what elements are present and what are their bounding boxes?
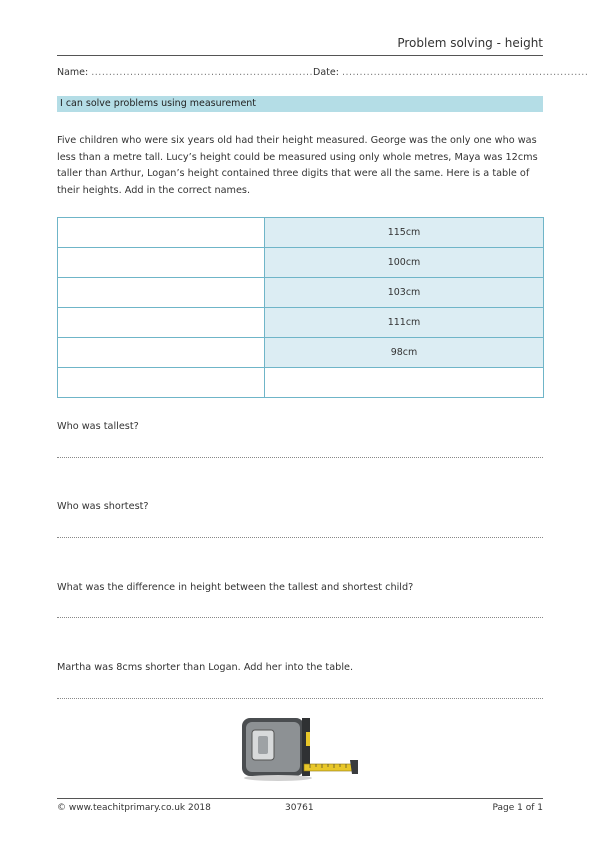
name-cell[interactable] bbox=[58, 278, 265, 308]
question-martha: Martha was 8cms shorter than Logan. Add her into the table. bbox=[57, 662, 354, 673]
heights-table bbox=[57, 217, 544, 398]
tape-lock-button bbox=[258, 736, 268, 754]
height-cell: 103cm bbox=[265, 278, 544, 308]
footer-divider bbox=[57, 798, 543, 799]
tape-measure-illustration bbox=[238, 712, 360, 782]
name-label: Name: bbox=[57, 67, 89, 78]
table-row bbox=[58, 218, 544, 248]
height-cell: 98cm bbox=[265, 338, 544, 368]
table-row bbox=[58, 248, 544, 278]
date-label: Date: bbox=[313, 67, 339, 78]
height-cell: 115cm bbox=[265, 218, 544, 248]
table-row bbox=[58, 338, 544, 368]
question-tallest: Who was tallest? bbox=[57, 421, 139, 432]
question-shortest: Who was shortest? bbox=[57, 501, 149, 512]
height-cell: 111cm bbox=[265, 308, 544, 338]
answer-line-shortest[interactable] bbox=[57, 537, 543, 538]
header-divider bbox=[57, 55, 543, 56]
learning-objective-banner: I can solve problems using measurement bbox=[57, 96, 543, 112]
question-difference: What was the difference in height between the tallest and shortest child? bbox=[57, 582, 414, 593]
height-cell: 100cm bbox=[265, 248, 544, 278]
name-cell[interactable] bbox=[58, 338, 265, 368]
answer-line-martha[interactable] bbox=[57, 698, 543, 699]
name-cell[interactable] bbox=[58, 218, 265, 248]
name-cell[interactable] bbox=[58, 248, 265, 278]
footer-page-number: Page 1 of 1 bbox=[492, 803, 543, 813]
tape-shadow bbox=[244, 775, 312, 781]
table-row bbox=[58, 368, 544, 398]
name-cell[interactable] bbox=[58, 308, 265, 338]
name-cell[interactable] bbox=[58, 368, 265, 398]
table-row bbox=[58, 278, 544, 308]
page-title: Problem solving - height bbox=[397, 36, 543, 50]
answer-line-tallest[interactable] bbox=[57, 457, 543, 458]
table-row bbox=[58, 308, 544, 338]
name-field[interactable] bbox=[57, 67, 313, 78]
tape-blade bbox=[304, 764, 354, 771]
date-write-line[interactable]: ...................................................................... bbox=[341, 67, 589, 78]
problem-text: Five children who were six years old had their height measured. George was the only one who was less than a metre tall. Lucy’s height could be measured using only whole metres, Maya was 12cms taller than Arthur, Logan’s height contained three digits that were all the same. Here is a table of their heights. Add in the correct names. bbox=[57, 135, 538, 196]
tape-hook bbox=[350, 760, 358, 774]
footer-code: 30761 bbox=[285, 803, 314, 813]
footer-copyright: © www.teachitprimary.co.uk 2018 bbox=[57, 803, 211, 813]
date-field[interactable] bbox=[313, 67, 588, 78]
answer-line-difference[interactable] bbox=[57, 617, 543, 618]
tape-slot bbox=[306, 732, 310, 746]
height-cell[interactable] bbox=[265, 368, 544, 398]
name-write-line[interactable]: ............................................................... bbox=[91, 67, 314, 78]
